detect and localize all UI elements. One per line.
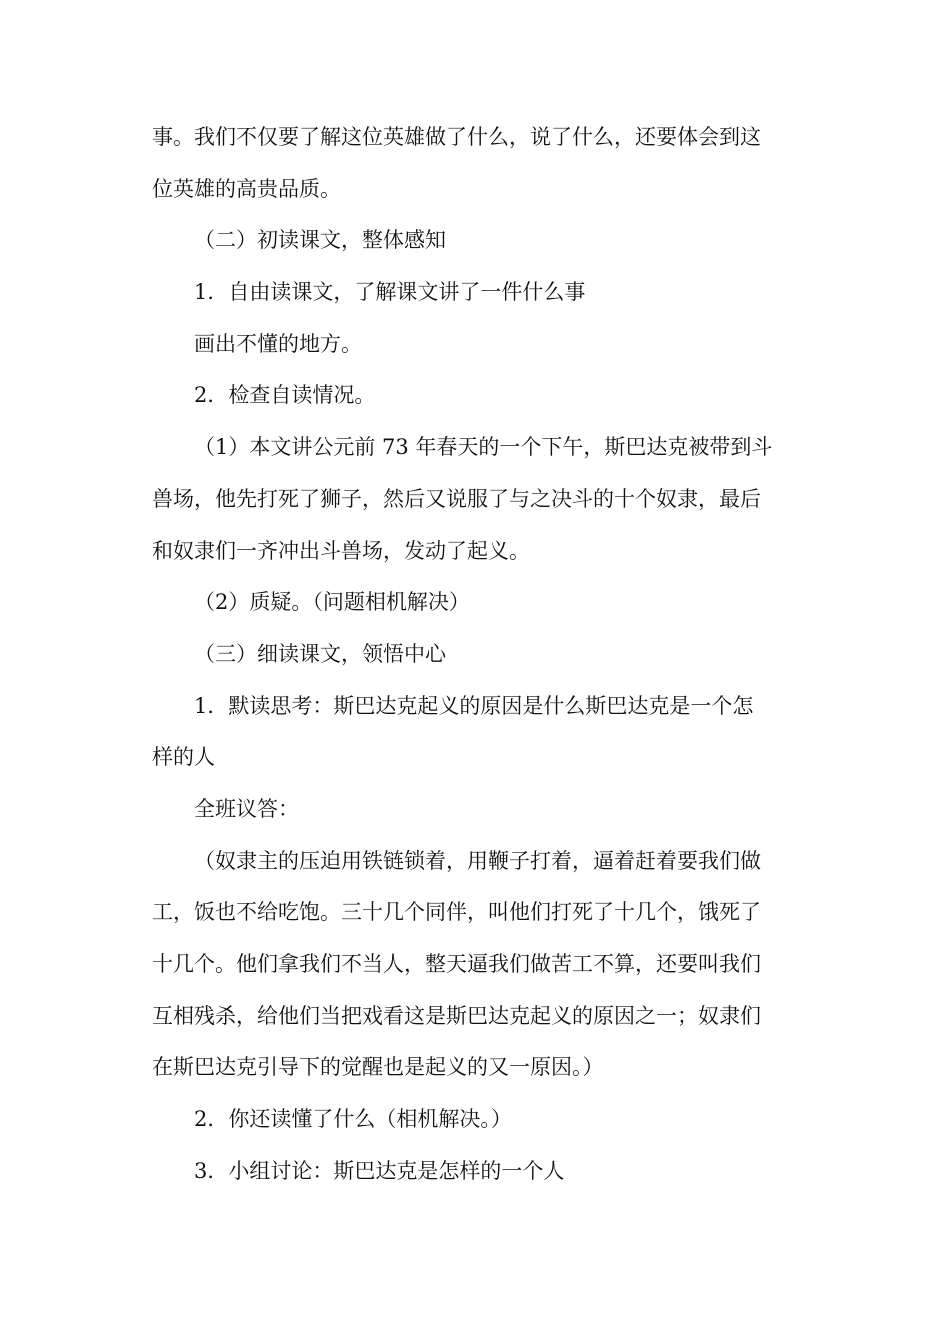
section-heading: （三）细读课文，领悟中心	[194, 641, 446, 666]
text-line: 样的人	[152, 745, 215, 770]
text-line: 1．自由读课文，了解课文讲了一件什么事	[194, 280, 586, 305]
document-body	[152, 112, 802, 1197]
text-line: （1）本文讲公元前 73 年春天的一个下午，斯巴达克被带到斗	[194, 435, 773, 460]
text-line: （奴隶主的压迫用铁链锁着，用鞭子打着，逼着赶着要我们做	[194, 848, 761, 873]
text-line: 2．检查自读情况。	[194, 383, 376, 408]
text-line: 互相残杀，给他们当把戏看这是斯巴达克起义的原因之一；奴隶们	[152, 1003, 761, 1028]
text-line: 全班议答：	[194, 796, 299, 821]
text-line: 位英雄的高贵品质。	[152, 176, 341, 201]
text-line: 1．默读思考：斯巴达克起义的原因是什么斯巴达克是一个怎	[194, 693, 754, 718]
text-line: 工，饭也不给吃饱。三十几个同伴，叫他们打死了十几个，饿死了	[152, 900, 761, 925]
text-line: 画出不懂的地方。	[194, 331, 362, 356]
text-line: 3．小组讨论：斯巴达克是怎样的一个人	[194, 1158, 565, 1183]
text-line: （2）质疑。（问题相机解决）	[194, 590, 470, 615]
text-line: 十几个。他们拿我们不当人，整天逼我们做苦工不算，还要叫我们	[152, 952, 761, 976]
section-heading: （二）初读课文，整体感知	[194, 228, 446, 253]
text-line: 兽场，他先打死了狮子，然后又说服了与之决斗的十个奴隶，最后	[152, 486, 761, 511]
text-line: 在斯巴达克引导下的觉醒也是起义的又一原因。）	[152, 1055, 604, 1080]
text-line: 和奴隶们一齐冲出斗兽场，发动了起义。	[152, 538, 530, 563]
text-line: 事。我们不仅要了解这位英雄做了什么，说了什么，还要体会到这	[152, 125, 761, 149]
text-line: 2．你还读懂了什么（相机解决。）	[194, 1107, 512, 1132]
